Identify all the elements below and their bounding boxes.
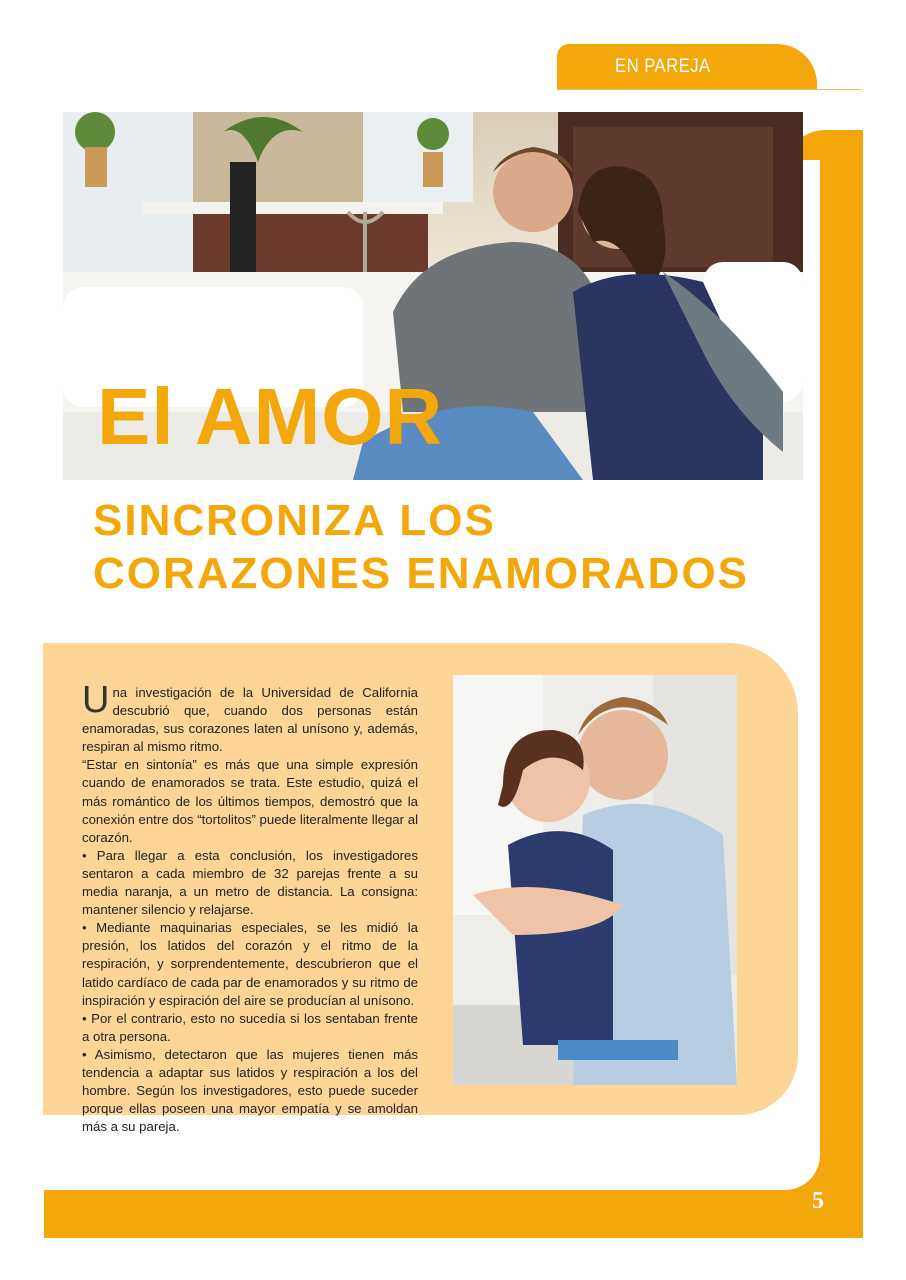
subtitle xyxy=(93,494,749,600)
article-paragraph: Una investigación de la Universidad de California descubrió que, cuando dos personas están enamoradas, sus corazones laten al unísono y, además, respiran al mismo ritmo. xyxy=(82,679,418,755)
page-number: 5 xyxy=(812,1188,824,1214)
article-paragraph: • Asimismo, detectaron que las mujeres tienen más tendencia a adaptar sus latidos y respiración a los del hombre. Según los investigadores, esto puede suceder porque ellas poseen una mayor empatía y se amoldan más a su pareja. xyxy=(82,1046,418,1135)
article-paragraph: “Estar en sintonía” es más que una simple expresión cuando de enamorados se trata. Este estudio, quizá el más romántico de los últimos tiempos, demostró que la conexión entre dos “tortolitos” puede literalmente llegar al corazón. xyxy=(82,757,418,845)
subtitle-line-2: CORAZONES ENAMORADOS xyxy=(93,549,750,598)
footer-bar xyxy=(44,1190,863,1238)
article-body xyxy=(82,679,418,1136)
article-paragraph: • Por el contrario, esto no sucedía si los sentaban frente a otra persona. xyxy=(82,1010,418,1044)
hero-title: El AMOR xyxy=(97,372,444,461)
section-tab-underline xyxy=(557,89,862,90)
section-label: EN PAREJA xyxy=(615,56,711,77)
couple-hug-photo xyxy=(453,675,737,1085)
section-tab xyxy=(557,44,862,90)
article-paragraph: • Mediante maquinarias especiales, se les midió la presión, los latidos del corazón y el ritmo de la respiración, y sorprendentemente, descubrieron que el latido cardíaco de cada par de enamorados y su ritmo de inspiración y espiración del aire se producían al unísono. xyxy=(82,920,418,1008)
subtitle-line-1: SINCRONIZA LOS xyxy=(93,496,496,545)
article-paragraph: • Para llegar a esta conclusión, los investigadores sentaron a cada miembro de 32 parejas frente a su media naranja, a un metro de distancia. La consigna: mantener silencio y relajarse. xyxy=(82,847,418,918)
drop-cap: U xyxy=(82,679,110,721)
